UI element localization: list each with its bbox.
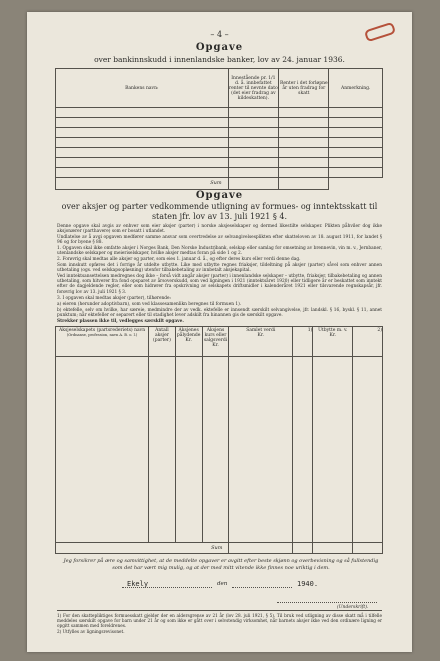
table-row [56, 108, 383, 118]
signature-label: (Underskrift). [337, 605, 369, 610]
paragraph: Undlatelse av å avgi opgaven medfører samme ansvar som overtredelse av selvangivelsesplikten efter skatteloven av 18. august 1911, for landet § 96 og for byene § 88. [57, 235, 382, 246]
paragraph: Ved inntektsansettelsen medregnes dog ikke – forså vidt angår aksjer (parter) i innenlandske selskaper – utbytte, friaksjer, tilbakebetaling og annen utbetaling, som hitverer fra fond opsparet av årsoverskudd, som ved ligningen i 1921 (inntektsåret 1920) eller tidligere år er beskattet som inntekt efter de dagjeldende regler, eller som hidrører fra opskrivning av selskapets driftsmidler i kalenderåret 1921 eller tilsvarende regnskapsår, jfr. forøvrig lov av 13. juli 1921 § 3. [57, 274, 382, 295]
paragraph: 2. Forøvrig skal medtas alle aksjer og parter, som eies 1. januar d. å., og efter deres kurs eller verdi denne dag. [57, 257, 301, 262]
paragraph: Strekker plassen ikke til, vedlegges særskilt opgave. [57, 319, 184, 324]
col-interest: Renter i det forløpne år uten fradrag for skatt [279, 69, 329, 108]
paragraph: 1. Opgaven skal ikke omfatte aksjer i Norges Bank, Den Norske Industribank, selskap eller samlag for omsetning av brennevin, vin m. v., Jernbaner, utenlandske selskaper og meieriselskaper, hvilke aksjer medtas foran på side 1 og 2. [57, 246, 382, 257]
page-number: – 4 – [210, 30, 229, 39]
col-deposit: Innestående pr. 1/1 d. å. innbefattet renter til nevnte dato (det eier fradrag av kildeskatten). [228, 69, 279, 108]
sum-row [56, 543, 383, 554]
col-dividend [313, 327, 353, 357]
col-rate [202, 327, 229, 357]
paragraph: a) eieren (herunder adoptivbarn), som ved klassesamenlikn beregnes til formuen 1). [57, 302, 242, 307]
col-company-name-label: Aksjeselskapets (partsrederiets) navn [59, 328, 146, 333]
document-page [27, 12, 412, 652]
col-bank-name: Bankens navn: [56, 69, 229, 108]
col-total-label: Samlet verdi [246, 328, 276, 333]
section2-title: Opgave [195, 190, 244, 201]
table-row [56, 137, 383, 147]
table-row [56, 127, 383, 137]
place-field[interactable]: Ekely [127, 580, 149, 588]
col-company-name [56, 327, 149, 357]
table-row [56, 167, 383, 177]
date-label: den [217, 581, 228, 587]
bank-deposit-table [55, 68, 383, 190]
sum-row [56, 177, 383, 189]
signature-line[interactable] [277, 602, 377, 603]
section2-subtitle: over aksjer og parter vedkommende utligning av formues- og inntektsskatt til staten jfr. lov av 13. juli 1921 § 4. [61, 202, 378, 221]
section1-title: Opgave [195, 42, 244, 53]
place-line [122, 587, 212, 588]
col-rate-label: Aksjens kurs eller salgsverdi [203, 328, 228, 343]
col-note1: 1) [293, 327, 313, 357]
table-row [56, 117, 383, 127]
col-remark: Anmerkning. [329, 69, 383, 108]
unit-label: Kr. [257, 333, 264, 338]
paragraph: Denne opgave skal avgis av enhver som eier aksjer (parter) i norske aksjeselskaper og dermed likestilte selskaper. Plikten påhviler dog ikke aksjonærer (parthavere) som er bosatt i utlandet. [57, 224, 382, 235]
table-row [56, 147, 383, 157]
col-count: Antall aksjer (parter) [149, 327, 176, 357]
section1-subtitle: over bankinnskudd i innenlandske banker, lov av 24. januar 1936. [94, 55, 345, 64]
unit-label: Kr. [185, 338, 192, 343]
paragraph: b) ektefelle, selv om hvilke, har særeie, medmindre der av vedk. ektefelle er innsendt særskilt selvangivelse, jfr. landskl. § 16, byskl. § 11, annet punktum; når ektefeller er separert eller til stadighet lever adskilt fra hinannen gis de særskilt opgave. [57, 308, 382, 319]
year-field[interactable]: 1940. [297, 580, 319, 588]
col-nominal-label: Aksjenes pålydende [176, 328, 201, 338]
date-line [232, 587, 292, 588]
col-company-name-note: (Ordnanse, profession, navn A. B. o. l.) [66, 333, 138, 337]
col-note2: 2) [353, 327, 383, 357]
footnote: 1) For den skattepliktiges formuesskatt gjelder der en aldersgrense av 21 år (lov 28. juli 1921, § 5). Til bruk ved utligning av disse skatt må i tilfelle meddeles særskilt opgave for barn under 21 år og som ikke er gått over i selvstendig virksomhet, når barnets aksjer ikke ved den ordinære ligning er opgitt sammen med foreldrenes. [57, 613, 382, 628]
footnote-divider [57, 610, 382, 611]
footnote: 2) Utfylles av ligningsrevisonet. [57, 629, 125, 634]
table-row [56, 157, 383, 167]
paragraph: 3. I opgaven skal medtas aksjer (parter), tilhørende: [57, 296, 171, 301]
paragraph: Som innskutt opføres det i forrige år utdelte utbytte. Like med utbytte regnes friaksjer, tildeltning på aksjer (parter) såvel som enhver annen utbetaling (ogs. ved selskapsopløsning) utenfor tilbakebetaling av innbetalt aksjekapital. [57, 263, 382, 274]
col-total [229, 327, 293, 357]
unit-label: Kr. [212, 343, 219, 348]
shares-table [55, 326, 383, 554]
sum-label: Sum [56, 177, 229, 189]
sum-label: Sum [56, 543, 229, 554]
declaration: Jeg forsikrer på ære og samvittighet, at de meddelte opgaver er avgitt efter beste skjønn og overbevisning og så fullstendig som det har vært mig mulig, og at der med mitt vitende ikke finnes noe uriktig i dem. [63, 558, 379, 571]
table-row [56, 357, 383, 543]
col-nominal [175, 327, 202, 357]
unit-label: Kr. [329, 333, 336, 338]
col-dividend-label: Utbytte m. v. [318, 328, 348, 333]
